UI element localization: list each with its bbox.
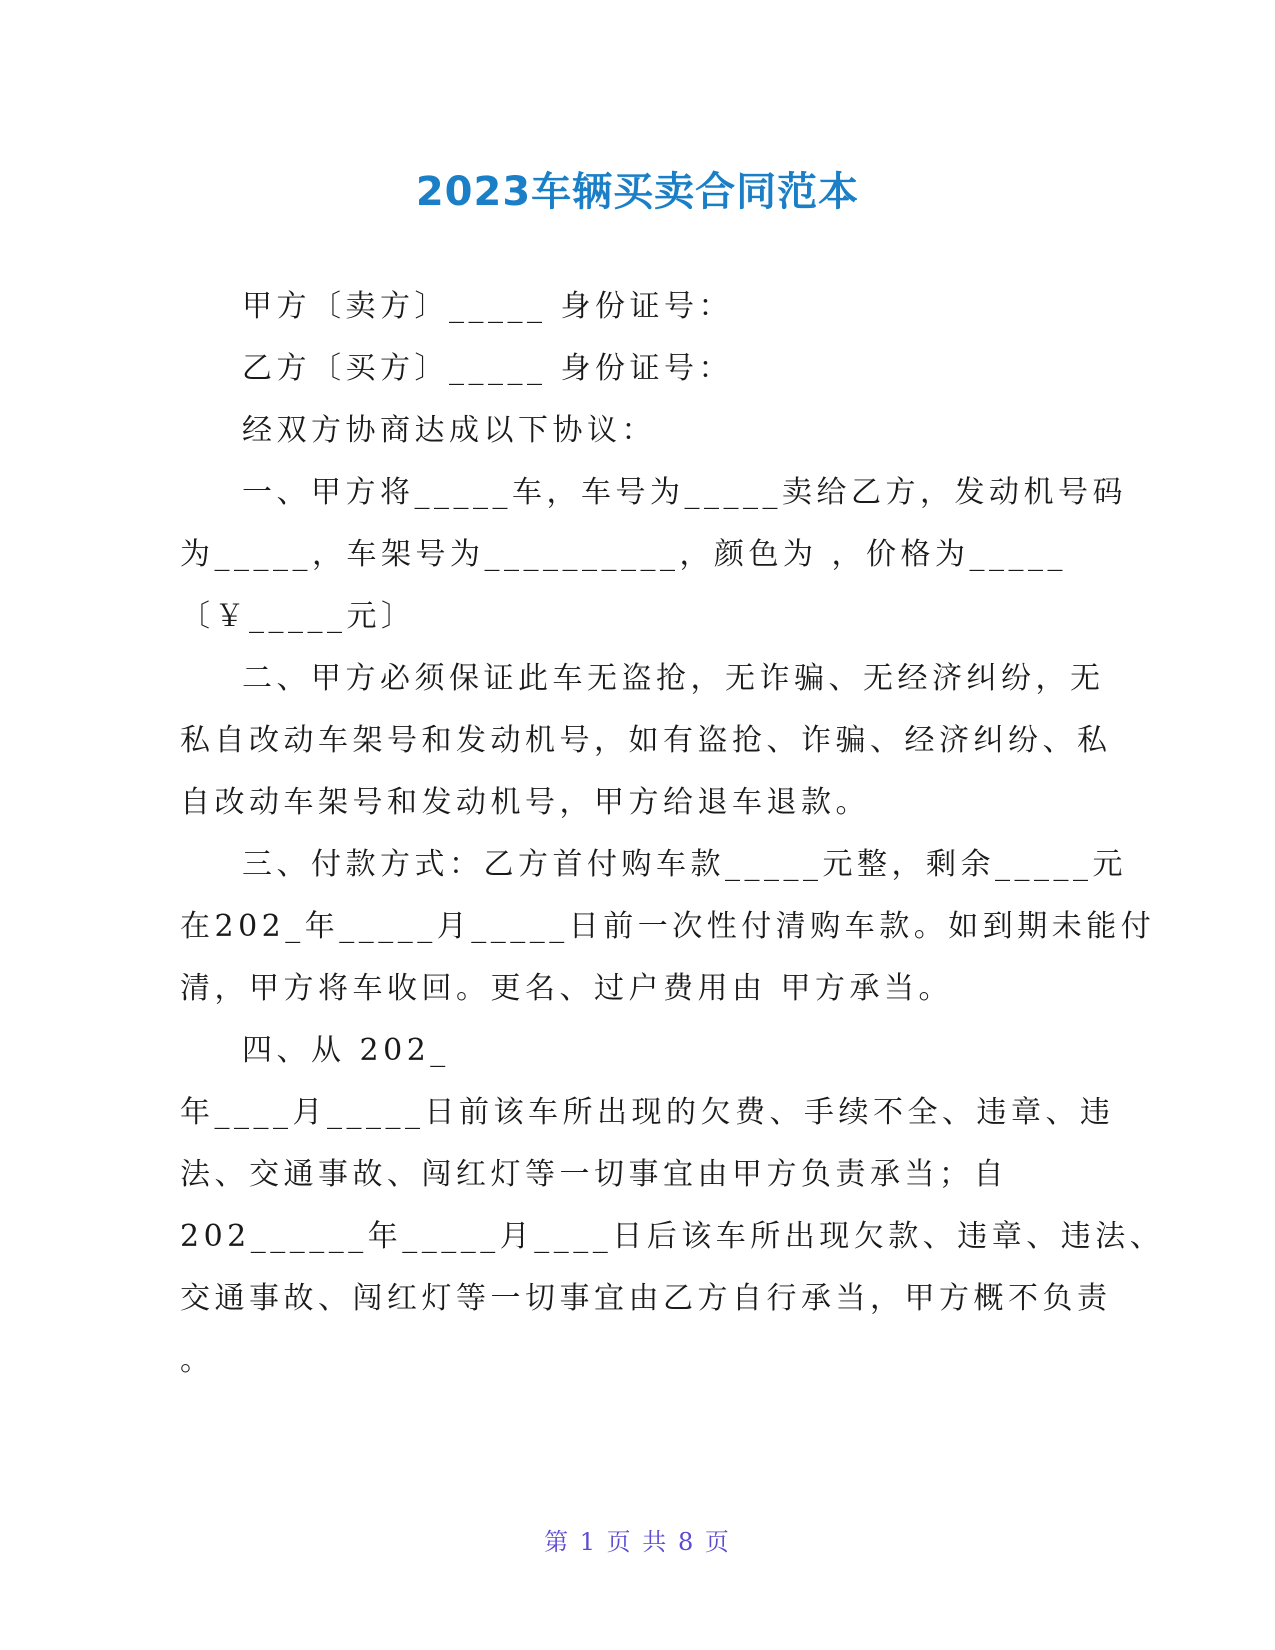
document-title: 2023车辆买卖合同范本 bbox=[415, 169, 860, 215]
clause4-line: 法、交通事故、闯红灯等一切事宜由甲方负责承当；自 bbox=[180, 1157, 1008, 1192]
clause4-line: 交通事故、闯红灯等一切事宜由乙方自行承当，甲方概不负责 bbox=[180, 1281, 1112, 1316]
clause4-line: 。 bbox=[180, 1343, 215, 1378]
clause1-line: 〔￥_____元〕 bbox=[180, 599, 416, 634]
clause3-line: 三、付款方式：乙方首付购车款_____元整，剩余_____元 bbox=[242, 847, 1127, 882]
clause3-line: 清，甲方将车收回。更名、过户费用由 甲方承当。 bbox=[180, 971, 954, 1006]
seller-line: 甲方〔卖方〕_____ 身份证号： bbox=[242, 289, 734, 324]
clause1-line: 为_____，车架号为__________，颜色为 ，价格为_____ bbox=[180, 537, 1068, 572]
buyer-line: 乙方〔买方〕_____ 身份证号： bbox=[242, 351, 734, 386]
clause4-line: 四、从 202_ bbox=[242, 1033, 450, 1068]
clause2-line: 自改动车架号和发动机号，甲方给退车退款。 bbox=[180, 785, 870, 820]
clause3-line: 在202_年_____月_____日前一次性付清购车款。如到期未能付 bbox=[180, 909, 1156, 944]
clause2-line: 二、甲方必须保证此车无盗抢，无诈骗、无经济纠纷，无 bbox=[242, 661, 1105, 696]
clause1-line: 一、甲方将_____车，车号为_____卖给乙方，发动机号码 bbox=[242, 475, 1127, 510]
clause2-line: 私自改动车架号和发动机号，如有盗抢、诈骗、经济纠纷、私 bbox=[180, 723, 1112, 758]
clause4-line: 年____月_____日前该车所出现的欠费、手续不全、违章、违 bbox=[180, 1095, 1115, 1130]
page-footer: 第 1 页 共 8 页 bbox=[544, 1528, 731, 1556]
clause4-line: 202______年_____月____日后该车所出现欠款、违章、违法、 bbox=[180, 1219, 1165, 1254]
intro-line: 经双方协商达成以下协议： bbox=[242, 413, 656, 448]
